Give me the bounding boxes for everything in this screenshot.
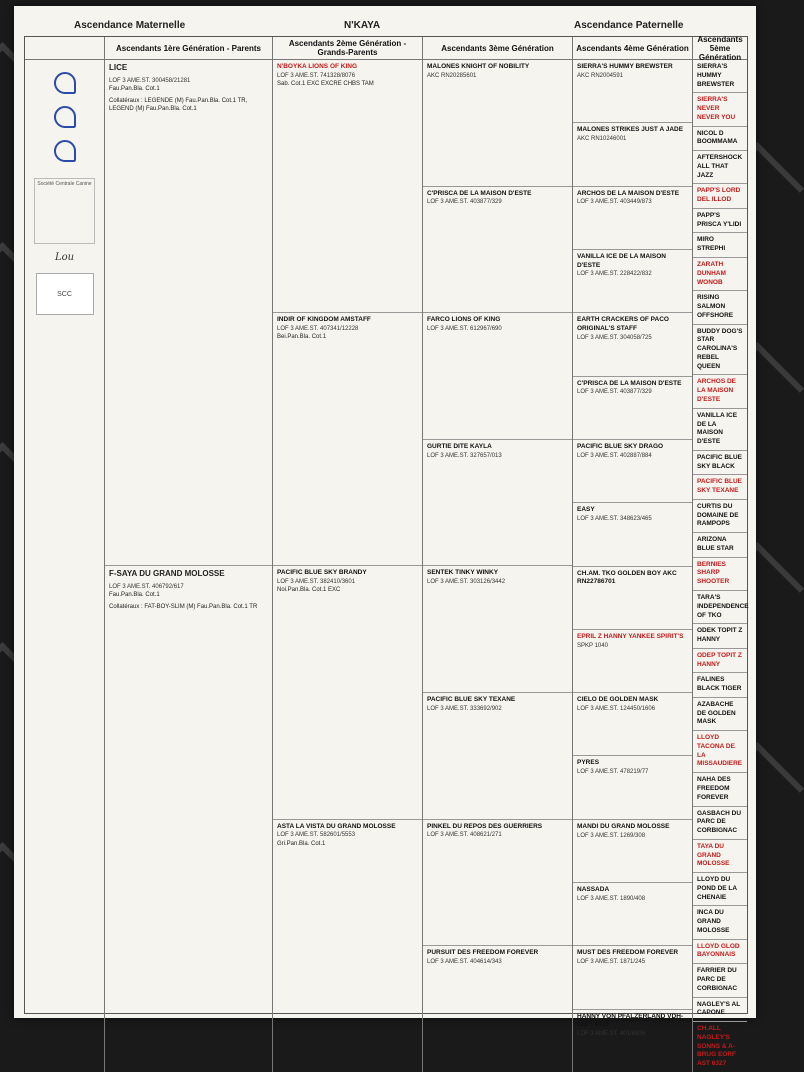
gen5-name: LLOYD DU POND DE LA CHENAIE	[697, 876, 737, 901]
gen5-name: ZARATH DUNHAM WONOB	[697, 261, 726, 286]
gen1-column	[105, 37, 273, 1072]
gen4-name: EARTH CRACKERS OF PACO ORIGINAL'S STAFF	[577, 316, 669, 333]
grandparent-name: N'BOYKA LIONS OF KING	[277, 63, 358, 70]
gen5-cell	[693, 209, 747, 234]
gen5-name: PACIFIC BLUE SKY BLACK	[697, 453, 743, 470]
gen4-name: EASY	[577, 506, 595, 514]
gen4-reg: LOF 3 AME.ST. 1890/408	[577, 895, 646, 902]
gen4-cell	[573, 630, 692, 693]
dog-logo-icon	[54, 106, 76, 128]
gen5-name: PACIFIC BLUE SKY TEXANE	[697, 478, 743, 495]
gen5-name: AZABACHE DE GOLDEN MASK	[697, 700, 736, 726]
grandparent-color: Noi.Pan.Bla. Cot.1 EXC	[277, 587, 341, 594]
gen5-cell	[693, 375, 747, 408]
gen5-cell	[693, 964, 747, 997]
scc-logo: SCC	[36, 273, 94, 315]
gen4-name: MALONES STRIKES JUST A JADE	[577, 126, 684, 134]
grandparent-color: Sab. Cot.1 EXC EXCRE CHBS TAM	[277, 80, 374, 87]
gen3-cell	[423, 60, 572, 187]
gen4-cell	[573, 1010, 692, 1072]
grandparent-cell	[273, 566, 422, 819]
gen3-cell	[423, 693, 572, 820]
gen5-cell	[693, 840, 747, 873]
gen4-reg: SPKP 1040	[577, 642, 608, 649]
grandparent-name: PACIFIC BLUE SKY BRANDY	[277, 569, 367, 577]
gen4-name: MANDI DU GRAND MOLOSSE	[577, 822, 670, 830]
gen4-cell	[573, 693, 692, 756]
gen3-name: C'PRISCA DE LA MAISON D'ESTE	[427, 189, 532, 197]
gen5-name: ARIZONA BLUE STAR	[697, 536, 734, 552]
gen4-name: EPRIL Z HANNY YANKEE SPIRIT'S	[577, 632, 684, 640]
grandparent-cell	[273, 60, 422, 313]
gen5-cell	[693, 93, 747, 126]
pedigree-grid	[24, 34, 749, 1068]
gen3-name: PURSUIT DES FREEDOM FOREVER	[427, 949, 539, 957]
gen5-cell	[693, 1022, 747, 1072]
gen3-reg: AKC RN20285601	[427, 72, 477, 79]
gen5-cell	[693, 500, 747, 533]
sire-reg: LOF 3 AME.ST. 300458/21281	[109, 77, 191, 84]
gen4-cell	[573, 503, 692, 566]
gen4-reg: LOF 3 AME.ST. 403877/329	[577, 389, 652, 396]
gen5-cell	[693, 325, 747, 376]
gen4-reg: LOF 3 AME.ST. 1871/245	[577, 959, 646, 966]
gen3-header: Ascendants 3ème Génération	[423, 37, 572, 60]
gen4-column	[573, 37, 693, 1072]
gen5-name: LLOYD TACONA DE LA MISSAUDIERE	[697, 734, 743, 768]
gen4-cell	[573, 946, 692, 1009]
gen5-name: RISING SALMON OFFSHORE	[697, 294, 734, 319]
gen5-cell	[693, 698, 747, 731]
grandparent-name: ASTA LA VISTA DU GRAND MOLOSSE	[277, 822, 396, 830]
gen5-name: FARRIER DU PARC DE CORBIGNAC	[697, 967, 738, 992]
dam-name: F-SAYA DU GRAND MOLOSSE	[109, 569, 225, 579]
gen5-cell	[693, 60, 747, 93]
sire-info: Fau.Pan.Bla. Cot.1	[109, 85, 160, 92]
gen4-cell	[573, 187, 692, 250]
gen3-cell	[423, 440, 572, 567]
signature: Lou	[54, 252, 75, 263]
gen5-name: TAYA DU GRAND MOLOSSE	[697, 842, 730, 868]
gen4-reg: LOF 3 AME.ST. 228422/832	[577, 271, 652, 278]
gen4-reg: LOF 3 AME.ST. 403449/873	[577, 199, 652, 206]
gen4-name: CIELO DE GOLDEN MASK	[577, 696, 659, 704]
grandparent-cell	[273, 313, 422, 566]
gen5-name: NICOL D BOOMMAMA	[697, 129, 738, 146]
gen4-cell	[573, 756, 692, 819]
gen4-reg: LOF 3 AME.ST. 1269/308	[577, 832, 646, 839]
blank-header	[25, 37, 104, 60]
gen5-cell	[693, 649, 747, 674]
gen5-cell	[693, 731, 747, 773]
gen5-name: NAGLEY'S AL CAPONE	[697, 1000, 741, 1017]
gen4-reg: LOF 3 AME.ST. 402887/884	[577, 452, 652, 459]
gen4-name: PACIFIC BLUE SKY DRAGO	[577, 442, 664, 450]
gen3-column	[423, 37, 573, 1072]
gen2-column	[273, 37, 423, 1072]
gen4-reg: LOF 3 AME.ST. 478219/77	[577, 769, 649, 776]
gen4-cell	[573, 377, 692, 440]
gen4-reg: LOF 3 AME.ST. 348623/465	[577, 515, 652, 522]
gen5-cell	[693, 591, 747, 624]
gen5-cell	[693, 624, 747, 649]
stamp-column	[25, 37, 105, 1072]
gen4-name: HANNY VON PFALZERLAND VDH-GBF: 6319	[577, 1012, 684, 1029]
gen3-reg: LOF 3 AME.ST. 408621/271	[427, 832, 502, 839]
gen4-cell	[573, 567, 692, 630]
gen5-cell	[693, 409, 747, 451]
gen3-reg: LOF 3 AME.ST. 333692/902	[427, 705, 502, 712]
gen5-name: CH.ALL NAGLEY'S SONNS & A-BRUG EORF AST 6327	[697, 1025, 736, 1068]
grandparent-color: Gri.Pan.Bla. Cot.1	[277, 840, 326, 847]
header-bar	[14, 20, 756, 36]
dog-logo-icon	[54, 72, 76, 94]
gen3-name: MALONES KNIGHT OF NOBILITY	[427, 63, 530, 70]
gen4-name: NASSADA	[577, 886, 610, 894]
sire-collaterals: Collatéraux : LEGENDE (M) Fau.Pan.Bla. Cot.1 TR, LEGEND (M) Fau.Pan.Bla. Cot.1	[109, 97, 248, 113]
gen5-cell	[693, 673, 747, 698]
gen5-cell	[693, 291, 747, 324]
gen4-cell	[573, 60, 692, 123]
gen3-name: GURTIE DITE KAYLA	[427, 442, 492, 450]
gen5-cell	[693, 533, 747, 558]
gen5-cell	[693, 151, 747, 184]
gen4-reg: LOF 3 AME.ST. 401/6305	[577, 1031, 646, 1038]
grandparent-cell	[273, 820, 422, 1072]
gen1-header: Ascendants 1ère Génération - Parents	[105, 37, 272, 60]
gen5-cell	[693, 906, 747, 939]
sire-name: LICE	[109, 63, 128, 72]
gen3-cell	[423, 820, 572, 947]
gen4-name: MUST DES FREEDOM FOREVER	[577, 949, 679, 957]
paternal-label: Ascendance Paternelle	[574, 20, 684, 31]
gen3-name: PACIFIC BLUE SKY TEXANE	[427, 696, 516, 704]
dog-name-title: N'KAYA	[344, 20, 381, 31]
gen4-name: C'PRISCA DE LA MAISON D'ESTE	[577, 379, 682, 387]
gen4-cell	[573, 250, 692, 313]
dog-logo-icon	[54, 140, 76, 162]
gen5-cell	[693, 773, 747, 806]
gen5-name: FALINES BLACK TIGER	[697, 676, 742, 693]
grandparent-reg: LOF 3 AME.ST. 741328/8076	[277, 72, 356, 79]
gen5-name: GASBACH DU PARC DE CORBIGNAC	[697, 809, 742, 835]
gen3-reg: LOF 3 AME.ST. 404614/343	[427, 959, 502, 966]
gen5-name: LLOYD GLOD BAYONNAIS	[697, 942, 740, 959]
gen5-name: SIERRA'S NEVER NEVER YOU	[697, 96, 736, 121]
grandparent-reg: LOF 3 AME.ST. 407341/12228	[277, 326, 359, 332]
gen5-name: TARA'S INDEPENDENCE OF TKO	[697, 593, 749, 619]
gen4-cell	[573, 313, 692, 376]
pedigree-certificate	[14, 6, 756, 1068]
gen3-reg: LOF 3 AME.ST. 303126/3442	[427, 579, 506, 586]
gen4-reg: AKC RN2004591	[577, 72, 624, 79]
gen5-cell	[693, 873, 747, 906]
gen5-cell	[693, 998, 747, 1023]
gen5-cell	[693, 807, 747, 840]
gen4-name: SIERRA'S HUMMY BREWSTER	[577, 63, 673, 70]
gen5-cell	[693, 940, 747, 965]
grandparent-name: INDIR OF KINGDOM AMSTAFF	[277, 316, 371, 324]
gen5-cell	[693, 475, 747, 500]
grandparent-reg: LOF 3 AME.ST. 582601/5553	[277, 832, 356, 839]
dam-cell	[105, 566, 272, 1071]
gen3-cell	[423, 566, 572, 693]
dam-collaterals: Collatéraux : FAT-BOY-SLIM (M) Fau.Pan.Bla. Cot.1 TR	[109, 604, 258, 611]
dam-info: Fau.Pan.Bla. Cot.1	[109, 592, 160, 599]
gen4-cell	[573, 123, 692, 186]
gen5-name: VANILLA ICE DE LA MAISON D'ESTE	[697, 411, 738, 446]
gen3-cell	[423, 946, 572, 1072]
gen2-header: Ascendants 2ème Génération - Grands-Parents	[273, 37, 422, 60]
gen3-cell	[423, 313, 572, 440]
gen5-cell	[693, 558, 747, 591]
gen3-reg: LOF 3 AME.ST. 327657/013	[427, 452, 502, 459]
gen5-name: ARCHOS DE LA MAISON D'ESTE	[697, 378, 737, 403]
gen5-cell	[693, 184, 747, 209]
gen5-cell	[693, 451, 747, 476]
gen5-name: SIERRA'S HUMMY BREWSTER	[697, 63, 735, 88]
official-stamp: Société Centrale Canine	[34, 178, 94, 244]
gen3-name: PINKEL DU REPOS DES GUERRIERS	[427, 822, 543, 830]
gen4-name: PYRES	[577, 759, 600, 767]
gen3-name: SENTEK TINKY WINKY	[427, 569, 499, 577]
gen5-name: PAPP'S LORD DEL ILLOD	[697, 187, 741, 204]
gen4-reg: LOF 3 AME.ST. 304058/725	[577, 334, 652, 341]
sire-cell	[105, 60, 272, 566]
gen4-name: VANILLA ICE DE LA MAISON D'ESTE	[577, 252, 666, 269]
gen4-cell	[573, 883, 692, 946]
gen5-name: PAPP'S PRISCA Y'LIDI	[697, 211, 742, 228]
gen4-name: ARCHOS DE LA MAISON D'ESTE	[577, 189, 680, 197]
gen5-name: INCA DU GRAND MOLOSSE	[697, 909, 730, 934]
grandparent-reg: LOF 3 AME.ST. 382410/3601	[277, 579, 356, 586]
gen5-name: ODEP TOPIT Z HANNY	[697, 651, 742, 668]
gen5-name: BERNIES SHARP SHOOTER	[697, 560, 730, 586]
gen3-reg: LOF 3 AME.ST. 403877/329	[427, 199, 502, 206]
gen4-name: CH.AM. TKO GOLDEN BOY AKC RN22786701	[577, 569, 677, 586]
gen4-cell	[573, 820, 692, 883]
gen4-cell	[573, 440, 692, 503]
gen5-name: MIRO STREPHI	[697, 236, 726, 253]
gen5-header: Ascendants 5ème Génération	[693, 37, 747, 60]
gen5-cell	[693, 127, 747, 152]
gen5-name: ODEK TOPIT Z HANNY	[697, 627, 743, 644]
gen4-header: Ascendants 4ème Génération	[573, 37, 692, 60]
gen5-name: BUDDY DOG'S STAR CAROLINA'S REBEL QUEEN	[697, 327, 743, 370]
gen4-reg: LOF 3 AME.ST. 124450/1606	[577, 705, 656, 712]
gen3-cell	[423, 187, 572, 314]
grandparent-color: Bei.Pan.Bla. Cot.1	[277, 334, 327, 341]
gen3-name: FARCO LIONS OF KING	[427, 316, 501, 324]
dam-reg: LOF 3 AME.ST. 406792/617	[109, 584, 184, 591]
gen5-cell	[693, 233, 747, 258]
gen5-name: NAHA DES FREEDOM FOREVER	[697, 776, 731, 801]
gen4-reg: AKC RN10246001	[577, 136, 627, 143]
gen5-name: CURTIS DU DOMAINE DE RAMPOPS	[697, 502, 739, 528]
gen3-reg: LOF 3 AME.ST. 612967/690	[427, 325, 502, 332]
gen5-cell	[693, 258, 747, 291]
gen5-name: AFTERSHOCK ALL THAT JAZZ	[697, 154, 743, 179]
gen5-column	[693, 34, 749, 1072]
maternal-label: Ascendance Maternelle	[74, 20, 186, 31]
